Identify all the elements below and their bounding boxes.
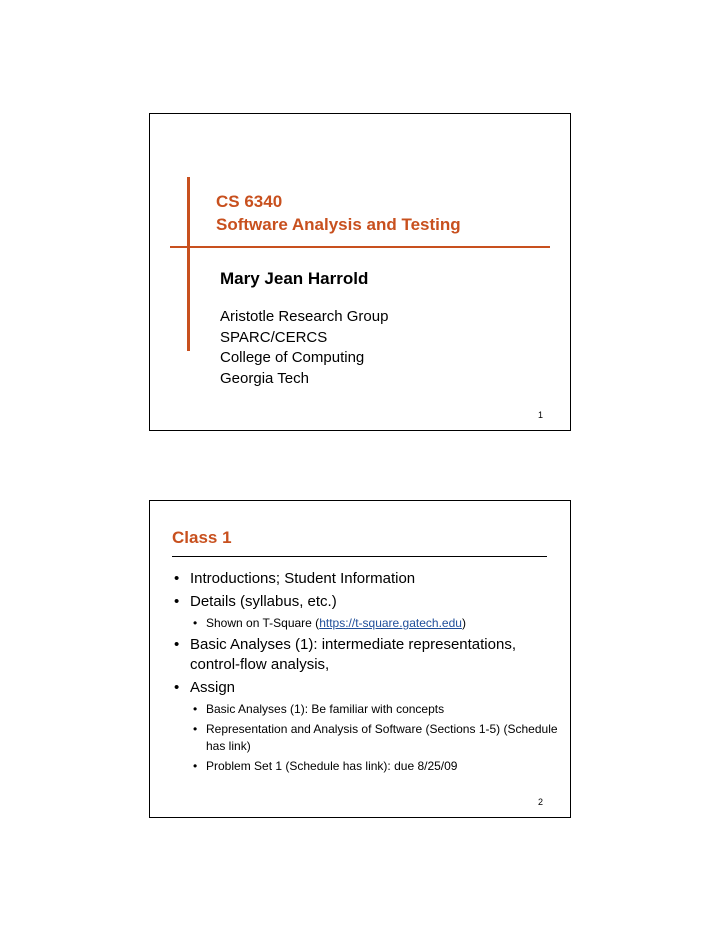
sub-bullet-item [172,615,560,632]
course-title [216,190,461,236]
sub-bullet-item: • Basic Analyses (1): Be familiar with concepts [172,701,560,718]
sub-bullet-item: • Representation and Analysis of Software (Sections 1-5) (Schedule has link) [172,721,560,755]
slide-1 [149,113,571,431]
bullet-list [172,569,560,778]
slide-number: 1 [537,410,543,420]
bullet-item: • Introductions; Student Information [172,569,560,589]
affiliation-list [220,307,388,389]
slide-title: Class 1 [172,528,232,547]
author-name: Mary Jean Harrold [220,269,369,288]
course-number: CS 6340 [216,192,283,211]
affiliation-line: College of Computing [220,349,365,366]
bullet-item: • Assign [172,678,560,698]
sub-bullet-text: Shown on T-Square ( [206,616,320,630]
t-square-link[interactable]: https://t-square.gatech.edu [319,616,462,630]
sub-bullet-text: ) [461,616,466,630]
sub-bullet-item: • Problem Set 1 (Schedule has link): due 8/25/09 [172,758,560,775]
vertical-accent-line [187,177,190,351]
slide-number: 2 [537,797,543,807]
course-name: Software Analysis and Testing [216,215,461,234]
horizontal-accent-line [170,246,550,248]
title-divider [172,556,547,557]
affiliation-line: Georgia Tech [220,369,309,387]
bullet-item: • Basic Analyses (1): intermediate representations, control-flow analysis, [172,635,560,675]
bullet-item: • Details (syllabus, etc.) [172,592,560,612]
affiliation-line: SPARC/CERCS [220,328,328,346]
slide-2 [149,500,571,818]
affiliation-line: Aristotle Research Group [220,308,389,325]
